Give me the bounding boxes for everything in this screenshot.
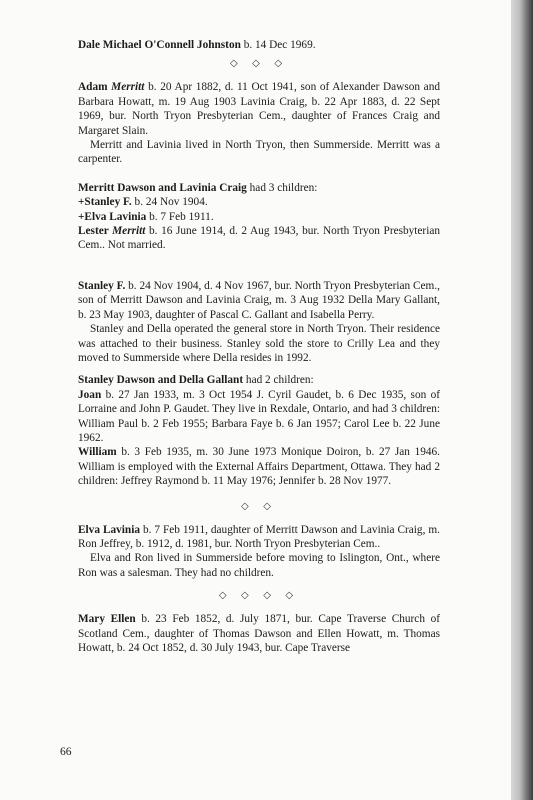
person-name: Mary Ellen bbox=[78, 613, 136, 626]
entry-dale: Dale Michael O'Connell Johnston b. 14 Dec 1969. bbox=[78, 39, 316, 51]
page-number: 66 bbox=[60, 746, 72, 758]
entry-mary-ellen: Mary Ellen b. 23 Feb 1852, d. July 1871, bur. Cape Traverse Church of Scotland Cem., daughter of Thomas Dawson and Ellen Howatt, m. Thomas Howatt, b. 24 Oct 1852, d. 30 July 1943, bur. Cape Traverse bbox=[78, 613, 440, 654]
ornament-divider: ◇ ◇ bbox=[241, 500, 277, 512]
child-entry: +Stanley F. b. 24 Nov 1904. bbox=[78, 196, 208, 209]
children-heading: Merritt Dawson and Lavinia Craig had 3 children: bbox=[78, 181, 318, 194]
entry-stanley: Stanley F. b. 24 Nov 1904, d. 4 Nov 1967, bur. North Tryon Presbyterian Cem., son of Merritt Dawson and Lavinia Craig, m. 3 Aug 1932 Della Mary Gallant, b. 23 May 1903, daughter of Pascal C. Gallant and Isabella Perry. bbox=[78, 279, 440, 321]
entry-elva: Elva Lavinia b. 7 Feb 1911, daughter of Merritt Dawson and Lavinia Craig, m. Ron Jeffrey, b. 1912, d. 1981, bur. North Tryon Presbyterian Cem.. bbox=[78, 523, 440, 550]
person-name: Stanley F. bbox=[78, 279, 126, 292]
ornament-divider: ◇ ◇ ◇ bbox=[229, 58, 289, 70]
page-content bbox=[78, 38, 440, 655]
entry-stanley-note: Stanley and Della operated the general store in North Tryon. Their residence was attached to their business. Stanley sold the store to Crilly Lea and they moved to Summerside where Della resides in 1992. bbox=[78, 323, 440, 364]
child-entry: William b. 3 Feb 1935, m. 30 June 1973 Monique Doiron, b. 27 Jan 1946. William is employed with the External Affairs Department, Ottawa. They had 2 children: Jeffrey Raymond b. 11 May 1976; Jennifer b. 28 Nov 1977. bbox=[78, 446, 440, 488]
book-spine-shadow bbox=[511, 0, 533, 800]
entry-elva-note: Elva and Ron lived in Summerside before moving to Islington, Ont., where Ron was a salesman. They had no children. bbox=[78, 552, 440, 579]
person-name: Elva Lavinia bbox=[78, 523, 140, 536]
entry-adam-note: Merritt and Lavinia lived in North Tryon, then Summerside. Merritt was a carpenter. bbox=[78, 139, 440, 166]
person-name: Dale Michael O'Connell Johnston bbox=[78, 39, 241, 51]
person-name: Adam Merritt bbox=[78, 81, 145, 94]
child-entry: +Elva Lavinia b. 7 Feb 1911. bbox=[78, 210, 214, 223]
child-entry: Lester Merritt b. 16 June 1914, d. 2 Aug 1943, bur. North Tryon Presbyterian Cem.. Not married. bbox=[78, 225, 440, 252]
child-entry: Joan b. 27 Jan 1933, m. 3 Oct 1954 J. Cyril Gaudet, b. 6 Dec 1935, son of Lorraine and John P. Gaudet. They live in Rexdale, Ontario, and had 3 children: William Paul b. 2 Feb 1955; Barbara Faye b. 6 Jan 1957; Carol Lee b. 22 June 1962. bbox=[78, 388, 440, 444]
ornament-divider: ◇ ◇ ◇ ◇ bbox=[218, 590, 300, 602]
children-heading: Stanley Dawson and Della Gallant had 2 children: bbox=[78, 374, 314, 387]
entry-adam-merritt: Adam Merritt b. 20 Apr 1882, d. 11 Oct 1941, son of Alexander Dawson and Barbara Howatt, m. 19 Aug 1903 Lavinia Craig, b. 22 Apr 1883, d. 22 Sept 1969, bur. North Tryon Presbyterian Cem., daughter of Frances Craig and Margaret Slain. bbox=[78, 81, 440, 137]
